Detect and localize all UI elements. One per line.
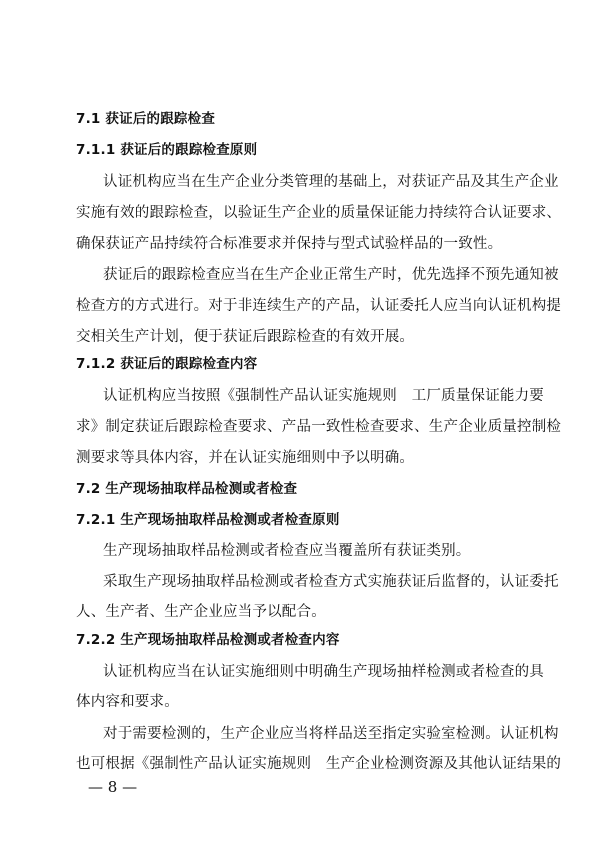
paragraph-line: 认证机构应当按照《强制性产品认证实施规则 工厂质量保证能力要 — [103, 388, 544, 404]
paragraph-line: 认证机构应当在生产企业分类管理的基础上，对获证产品及其生产企业 — [103, 174, 559, 190]
paragraph-line: 获证后的跟踪检查应当在生产企业正常生产时，优先选择不预先通知被 — [103, 267, 559, 283]
paragraph-line: 人、生产者、生产企业应当予以配合。 — [76, 604, 326, 620]
paragraph-line: 生产现场抽取样品检测或者检查应当覆盖所有获证类别。 — [103, 543, 471, 559]
section-heading-7-1-2: 7.1.2 获证后的跟踪检查内容 — [76, 356, 258, 372]
paragraph-line: 确保获证产品持续符合标准要求并保持与型式试验样品的一致性。 — [76, 236, 503, 252]
paragraph-line: 对于需要检测的，生产企业应当将样品送至指定实验室检测。认证机构 — [103, 726, 559, 742]
section-heading-7-2-2: 7.2.2 生产现场抽取样品检测或者检查内容 — [76, 632, 340, 648]
paragraph-line: 测要求等具体内容，并在认证实施细则中予以明确。 — [76, 450, 415, 466]
paragraph-line: 也可根据《强制性产品认证实施规则 生产企业检测资源及其他认证结果的 — [76, 756, 562, 772]
paragraph-line: 实施有效的跟踪检查，以验证生产企业的质量保证能力持续符合认证要求、 — [76, 205, 562, 221]
section-heading-7-1: 7.1 获证后的跟踪检查 — [76, 111, 216, 127]
paragraph-line: 认证机构应当在认证实施细则中明确生产现场抽样检测或者检查的具 — [103, 664, 544, 680]
page-number: — 8 — — [88, 778, 138, 796]
paragraph-line: 求》制定获证后跟踪检查要求、产品一致性检查要求、生产企业质量控制检 — [76, 419, 562, 435]
section-heading-7-1-1: 7.1.1 获证后的跟踪检查原则 — [76, 142, 258, 158]
paragraph-line: 采取生产现场抽取样品检测或者检查方式实施获证后监督的，认证委托 — [103, 574, 559, 590]
section-heading-7-2: 7.2 生产现场抽取样品检测或者检查 — [76, 481, 298, 497]
section-heading-7-2-1: 7.2.1 生产现场抽取样品检测或者检查原则 — [76, 512, 340, 528]
paragraph-line: 体内容和要求。 — [76, 694, 179, 710]
paragraph-line: 交相关生产计划，便于获证后跟踪检查的有效开展。 — [76, 329, 415, 345]
paragraph-line: 检查方的方式进行。对于非连续生产的产品，认证委托人应当向认证机构提 — [76, 298, 562, 314]
